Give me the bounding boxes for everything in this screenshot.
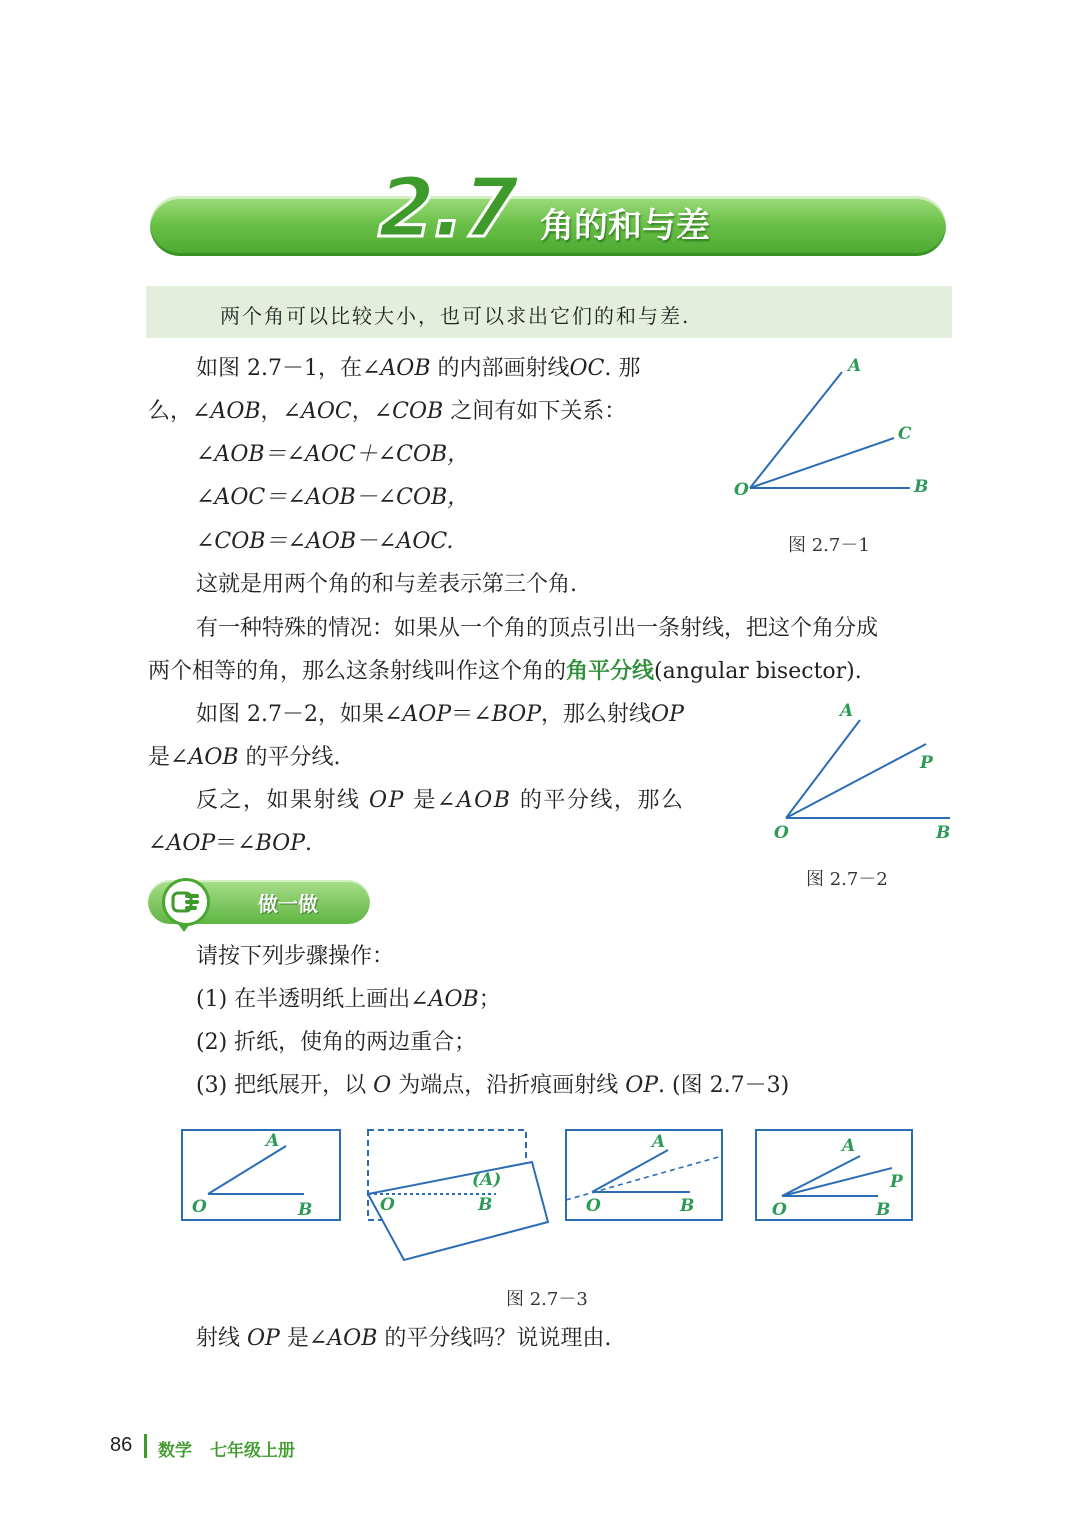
fig1-caption: 图 2.7－1 [788,535,870,556]
fig2-caption: 图 2.7－2 [806,869,888,890]
fig3-panel-1 [182,1130,340,1220]
p2-label-B: B [478,1195,493,1215]
para1-line1: 如图 2.7－1，在∠AOB 的内部画射线OC. 那 [196,356,641,381]
p2-label-O: O [380,1195,395,1215]
p3-label-A: A [652,1132,666,1152]
steps-intro: 请按下列步骤操作： [196,944,395,969]
intro-text: 两个角可以比较大小，也可以求出它们的和与差. [220,304,691,328]
step-3: (3) 把纸展开，以 O 为端点，沿折痕画射线 OP. (图 2.7－3) [196,1073,790,1098]
fig3-panel-4 [756,1130,912,1220]
para3-line2: 两个相等的角，那么这条射线叫作这个角的角平分线(angular bisector). [148,659,862,684]
p4-label-B: B [876,1200,891,1220]
para2: 这就是用两个角的和与差表示第三个角. [196,572,577,597]
hand-pointing-icon [162,878,210,926]
p1-label-O: O [192,1197,207,1217]
pill-pointer [178,924,190,932]
p3-label-B: B [680,1196,695,1216]
equation-3: ∠COB＝∠AOB－∠AOC. [196,529,454,554]
label-B: B [914,477,929,497]
label-B: B [936,823,951,843]
label-A: A [848,356,862,376]
p2-label-A-paren: (A) [472,1170,502,1190]
step-2: (2) 折纸，使角的两边重合； [196,1030,477,1055]
label-C: C [898,424,912,444]
p4-label-A: A [842,1136,856,1156]
p1-label-B: B [298,1200,313,1220]
p4-label-P: P [890,1172,903,1192]
figure-2-7-3 [178,1122,928,1272]
label-O: O [734,480,749,500]
para1-line2: 么，∠AOB，∠AOC，∠COB 之间有如下关系： [148,399,627,424]
equation-2: ∠AOC＝∠AOB－∠COB， [196,485,470,510]
ray-OC [750,438,894,488]
equation-1: ∠AOB＝∠AOC＋∠COB， [196,442,470,467]
question: 射线 OP 是∠AOB 的平分线吗？说说理由. [196,1326,612,1351]
ray-OP [786,744,926,818]
para3-line1: 有一种特殊的情况：如果从一个角的顶点引出一条射线，把这个角分成 [196,616,879,641]
fig3-caption: 图 2.7－3 [506,1289,588,1310]
fig3-panel-2 [368,1130,548,1260]
para5-line2: ∠AOP＝∠BOP. [148,831,313,856]
p4-label-O: O [772,1200,787,1220]
footer-divider [144,1434,147,1458]
section-number: 2.7 [378,161,518,256]
section-title: 角的和与差 [540,206,710,246]
footer-book-title: 数学 七年级上册 [158,1441,295,1461]
para5-line1: 反之，如果射线 OP 是∠AOB 的平分线，那么 [196,788,685,813]
p3-label-O: O [586,1196,601,1216]
ray-OA [786,720,860,818]
para4-line2: 是∠AOB 的平分线. [148,745,341,770]
step-1: (1) 在半透明纸上画出∠AOB； [196,987,501,1012]
p1-label-A: A [266,1131,280,1151]
page-number: 86 [110,1434,133,1456]
label-A: A [840,701,854,721]
para4-line1: 如图 2.7－2，如果∠AOP＝∠BOP，那么射线OP [196,702,684,727]
figure-2-7-2 [766,696,960,856]
fig3-panel-3 [566,1130,722,1220]
label-O: O [774,823,789,843]
activity-label: 做一做 [258,892,318,916]
keyword-angle-bisector: 角平分线 [566,659,655,684]
figure-2-7-1 [726,350,936,510]
label-P: P [920,753,933,773]
ray-OA [750,372,842,488]
